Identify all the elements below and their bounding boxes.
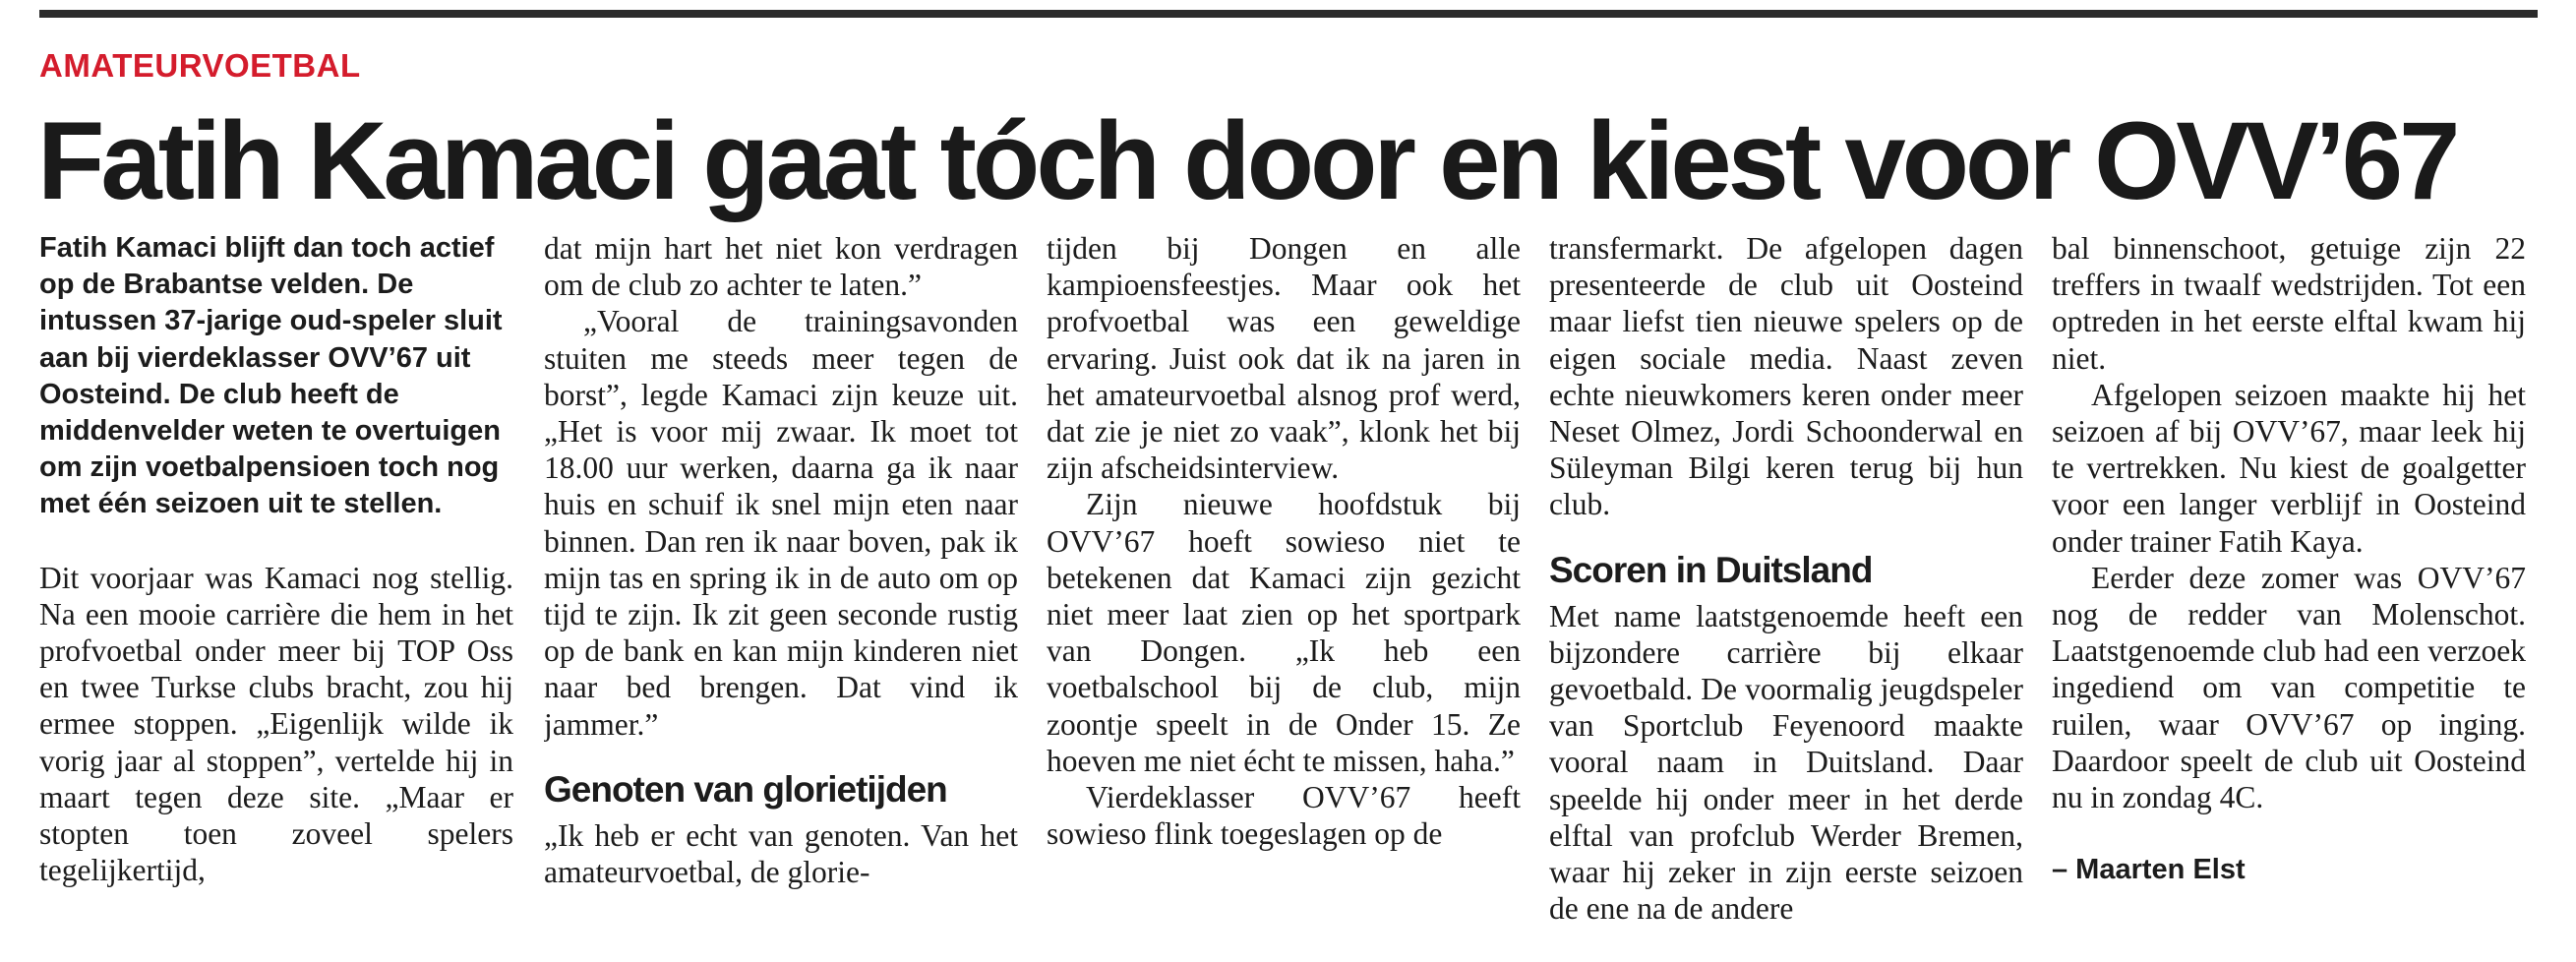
column-4 bbox=[1549, 230, 2023, 962]
body-paragraph: Dit voorjaar was Kamaci nog stellig. Na een mooie carrière die hem in het profvoetbal onder meer bij TOP Oss en twee Turkse clubs bracht, zou hij ermee stoppen. „Eigenlijk wilde ik vorig jaar al stoppen”, vertelde hij in maart tegen deze site. „Maar er stopten toen zoveel spelers tegelijkertijd, bbox=[39, 560, 513, 888]
top-rule bbox=[39, 10, 2538, 18]
column-2 bbox=[544, 230, 1018, 962]
body-paragraph: Afgelopen seizoen maakte hij het seizoen af bij OVV’67, maar leek hij te vertrekken. Nu kiest de goalgetter voor een langer verblijf in Oosteind onder trainer Fatih Kaya. bbox=[2052, 377, 2526, 559]
body-paragraph: Eerder deze zomer was OVV’67 nog de redder van Molenschot. Laatstgenoemde club had een verzoek ingediend om van competitie te ruilen, waar OVV’67 op inging. Daardoor speelt de club uit Oosteind nu in zondag 4C. bbox=[2052, 560, 2526, 815]
subheading-duitsland: Scoren in Duitsland bbox=[1549, 549, 1873, 590]
body-paragraph: Zijn nieuwe hoofdstuk bij OVV’67 hoeft sowieso niet te betekenen dat Kamaci zijn gezicht niet meer laat zien op het sportpark van Dongen. „Ik heb een voetbalschool bij de club, mijn zoontje speelt in de Onder 15. Ze hoeven me niet écht te missen, haha.” bbox=[1047, 487, 1521, 778]
subheading-glorietijden: Genoten van glorietijden bbox=[544, 768, 947, 810]
body-paragraph: transfermarkt. De afgelopen dagen presenteerde de club uit Oosteind maar liefst tien nieuwe spelers op de eigen sociale media. Naast zeven echte nieuwkomers keren onder meer Neset Olmez, Jordi Schoonderwal en Süleyman Bilgi keren terug bij hun club. bbox=[1549, 231, 2023, 522]
body-paragraph: „Vooral de trainingsavonden stuiten me steeds meer tegen de borst”, legde Kamaci zijn keuze uit. „Het is voor mij zwaar. Ik moet tot 18.00 uur werken, daarna ga ik naar huis en schuif ik snel mijn eten naar binnen. Dan ren ik naar boven, pak ik mijn tas en spring ik in de auto om op tijd te zijn. Ik zit geen seconde rustig op de bank en kan mijn kinderen niet naar bed brengen. Dat vind ik jammer.” bbox=[544, 304, 1018, 742]
article-lead: Fatih Kamaci blijft dan toch actief op de Brabantse velden. De intussen 37-jarige oud-speler sluit aan bij vierdeklasser OVV’67 uit Oosteind. De club heeft de middenvelder weten te overtuigen om zijn voetbalpensioen toch nog met één seizoen uit te stellen. bbox=[39, 232, 503, 520]
body-paragraph: „Ik heb er echt van genoten. Van het amateurvoetbal, de glorie- bbox=[544, 817, 1018, 890]
column-5 bbox=[2052, 230, 2526, 962]
column-1 bbox=[39, 230, 513, 962]
body-paragraph: bal binnenschoot, getuige zijn 22 treffers in twaalf wedstrijden. Tot een optreden in het eerste elftal kwam hij niet. bbox=[2052, 231, 2526, 376]
body-paragraph: dat mijn hart het niet kon verdragen om de club zo achter te laten.” bbox=[544, 231, 1018, 303]
column-3 bbox=[1047, 230, 1521, 962]
byline: – Maarten Elst bbox=[2052, 854, 2246, 886]
section-kicker: AMATEURVOETBAL bbox=[39, 47, 361, 84]
body-paragraph: tijden bij Dongen en alle kampioensfeestjes. Maar ook het profvoetbal was een geweldige ervaring. Juist ook dat ik na jaren in het amateurvoetbal alsnog prof werd, dat zie je niet zo vaak”, klonk het bij zijn afscheidsinterview. bbox=[1047, 231, 1521, 486]
body-paragraph: Vierdeklasser OVV’67 heeft sowieso flink toegeslagen op de bbox=[1047, 780, 1521, 852]
article-headline: Fatih Kamaci gaat tóch door en kiest voor OVV’67 bbox=[37, 99, 2457, 222]
body-paragraph: Met name laatstgenoemde heeft een bijzondere carrière bij elkaar gevoetbald. De voormalig jeugdspeler van Sportclub Feyenoord maakte vooral naam in Duitsland. Daar speelde hij onder meer in het derde elftal van profclub Werder Bremen, waar hij zeker in zijn eerste seizoen de ene na de andere bbox=[1549, 598, 2023, 927]
